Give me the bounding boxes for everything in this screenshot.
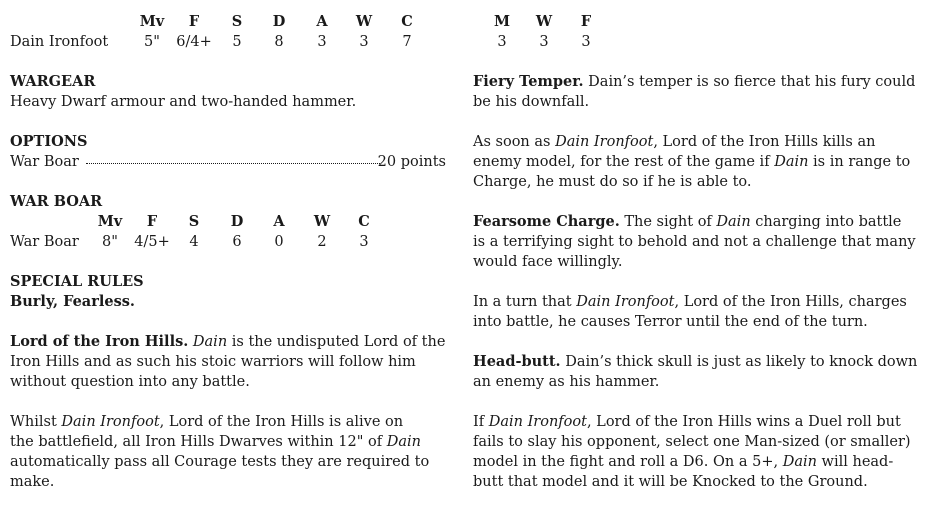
hero-value-m: 3 [497,34,507,50]
fearsome-charge-rule: Fearsome Charge. The sight of Dain charging into battle is a terrifying sight to behold and not a challenge that many would face willingly. [473,213,916,270]
boar-header-a: A [273,213,285,230]
boar-header-f: F [146,213,158,230]
profile-name: Dain Ironfoot [10,34,109,50]
wargear-text: Heavy Dwarf armour and two-handed hammer. [10,94,357,110]
boar-value-s: 4 [189,234,199,250]
stat-value-c: 7 [402,34,412,50]
option-war-boar [10,152,446,172]
boar-value-a: 0 [274,234,284,250]
stat-value-s: 5 [232,34,242,50]
stat-header-a: A [316,13,328,30]
wargear-heading: WARGEAR [10,73,96,90]
head-butt-effect: If Dain Ironfoot, Lord of the Iron Hills wins a Duel roll but fails to slay his opponent, select one Man-sized (or smaller) model in the fight and roll a D6. On a 5+, Dain will head-butt that model and it will be Knocked to the Ground. [473,414,911,490]
head-butt-title: Head-butt. [473,353,561,370]
stat-header-s: S [231,13,243,30]
hero-value-f: 3 [581,34,591,50]
fiery-temper-title: Fiery Temper. [473,73,584,90]
options-heading: OPTIONS [10,133,88,150]
lord-rule-description: Lord of the Iron Hills. Dain is the undisputed Lord of the Iron Hills and as such his stoic warriors will follow him without question into any battle. [10,333,446,390]
stat-value-d: 8 [274,34,284,50]
stat-header-c: C [401,13,413,30]
boar-value-f: 4/5+ [134,234,170,250]
special-rules-list: Burly, Fearless. [10,293,135,310]
boar-value-mv: 8" [102,234,118,250]
war-boar-heading: WAR BOAR [10,193,103,210]
dotted-leader [86,163,380,164]
stat-value-f: 6/4+ [176,34,212,50]
stat-value-a: 3 [317,34,327,50]
special-rules-heading: SPECIAL RULES [10,273,144,290]
boar-value-c: 3 [359,234,369,250]
head-butt-rule: Head-butt. Dain’s thick skull is just as likely to knock down an enemy as his hammer. [473,353,918,390]
fiery-temper-effect: As soon as Dain Ironfoot, Lord of the Iron Hills kills an enemy model, for the rest of the game if Dain is in range to Charge, he must do so if he is able to. [473,134,911,190]
hero-header-f: F [580,13,592,30]
stat-header-mv: Mv [139,13,165,30]
fiery-temper-rule: Fiery Temper. Dain’s temper is so fierce that his fury could be his downfall. [473,73,916,110]
lord-rule-effect: Whilst Dain Ironfoot, Lord of the Iron Hills is alive on the battlefield, all Iron Hills Dwarves within 12" of Dain automatically pass all Courage tests they are required to make. [10,414,430,490]
boar-value-d: 6 [232,234,242,250]
option-cost: 20 points [377,154,446,170]
stat-value-w: 3 [359,34,369,50]
stat-header-d: D [272,13,286,30]
boar-value-w: 2 [317,234,327,250]
hero-header-m: M [493,13,511,30]
stat-header-f: F [188,13,200,30]
hero-value-w: 3 [539,34,549,50]
fearsome-charge-title: Fearsome Charge. [473,213,620,230]
hero-header-w: W [535,13,553,30]
boar-header-w: W [313,213,331,230]
boar-name: War Boar [10,234,79,250]
fearsome-charge-effect: In a turn that Dain Ironfoot, Lord of the Iron Hills, charges into battle, he causes Terror until the end of the turn. [473,294,907,330]
lord-rule-title: Lord of the Iron Hills. [10,333,189,350]
boar-header-d: D [230,213,244,230]
stat-value-mv: 5" [144,34,160,50]
boar-header-c: C [358,213,370,230]
stat-header-w: W [355,13,373,30]
boar-header-s: S [188,213,200,230]
boar-header-mv: Mv [97,213,123,230]
option-item: War Boar [10,154,79,170]
